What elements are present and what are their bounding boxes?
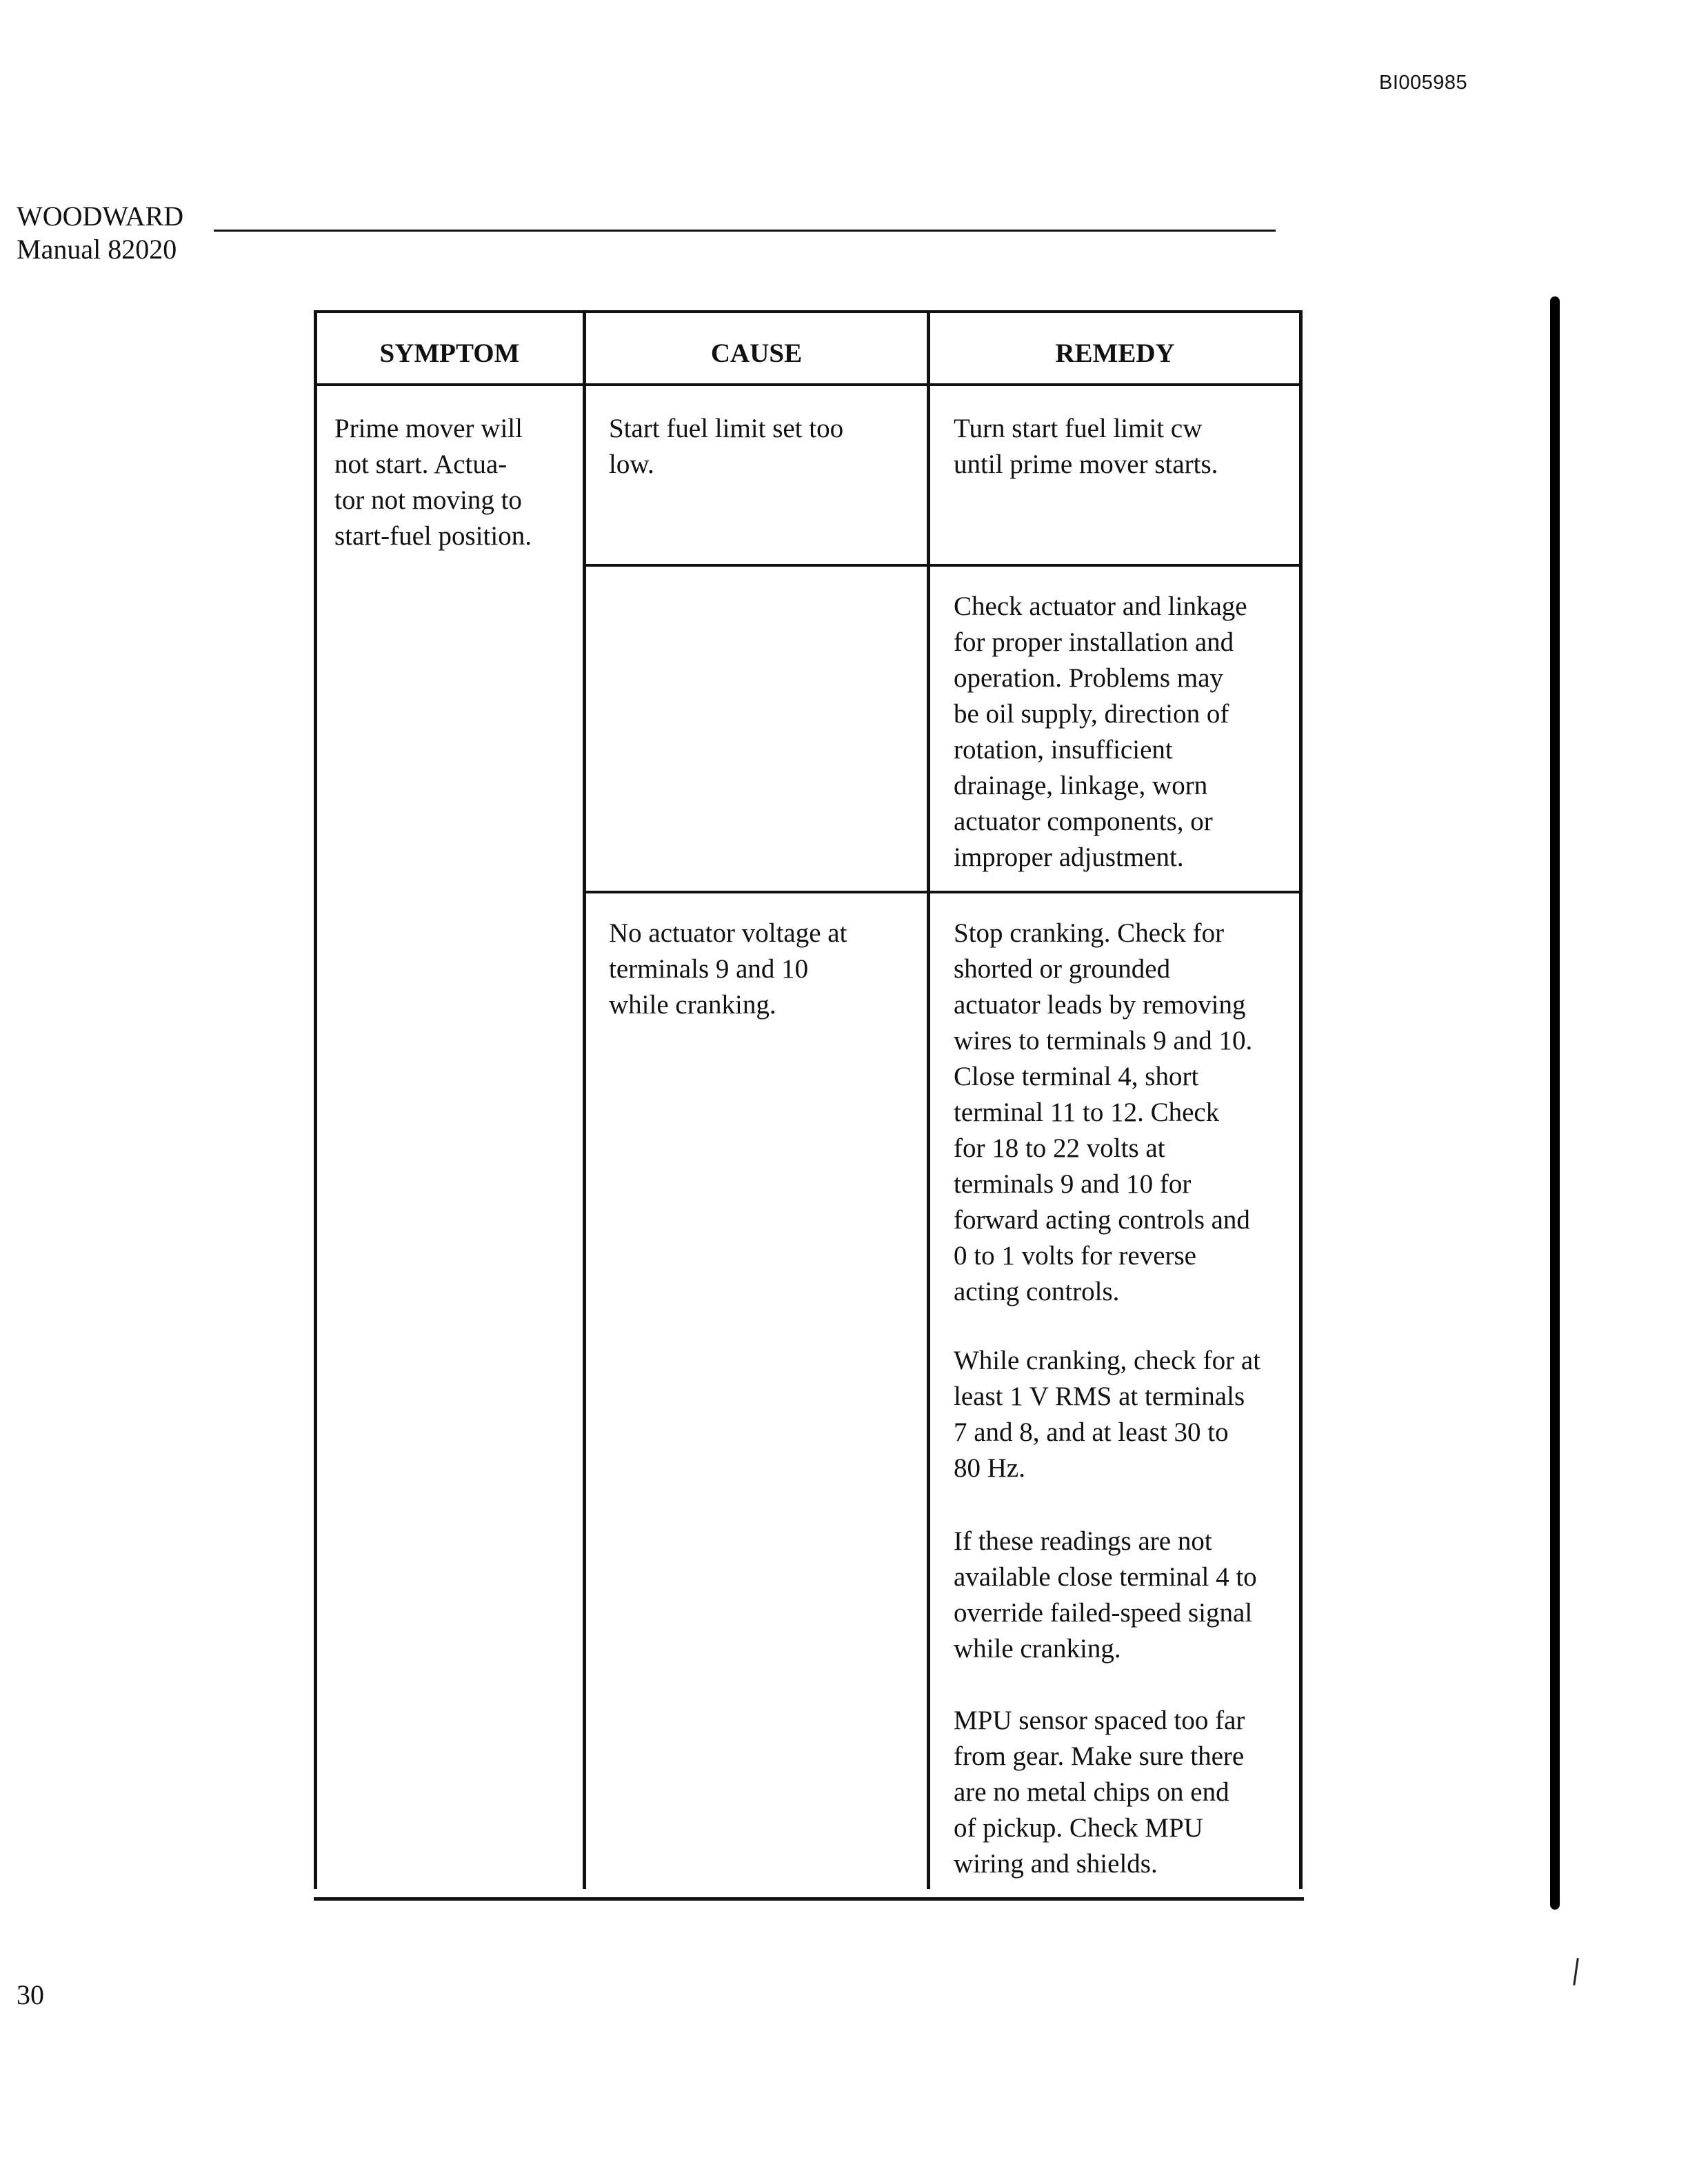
header-cause: CAUSE: [710, 338, 803, 368]
cause-cell-3: No actuator voltage at terminals 9 and 10 while cranking.: [609, 918, 847, 1020]
margin-change-bar: [1550, 296, 1560, 1910]
header-symptom: SYMPTOM: [379, 338, 520, 368]
row-separator-2: [583, 891, 1303, 893]
table-border-top: [314, 310, 1303, 313]
table-border-left: [314, 310, 317, 1889]
table-divider-symptom-cause: [583, 310, 586, 1889]
remedy-cell-2: Check actuator and linkage for proper installation and operation. Problems may be oil supply, direction of rotation, insufficient drainage, linkage, worn actuator components, or improper adjustment.: [954, 592, 1247, 872]
remedy-paragraph-1: Stop cranking. Check for shorted or grounded actuator leads by removing wires to terminals 9 and 10. Close terminal 4, short terminal 11 to 12. Check for 18 to 22 volts at terminals 9 and 10 for forward acting controls and 0 to 1 volts for reverse acting controls.: [954, 918, 1253, 1306]
table-divider-cause-remedy: [927, 310, 930, 1889]
troubleshooting-table: [314, 310, 1304, 1889]
header-separator: [314, 383, 1303, 386]
page-number: 30: [17, 1979, 44, 2010]
row-separator-1: [583, 564, 1303, 567]
manual-number: Manual 82020: [17, 234, 177, 265]
table-border-right: [1299, 310, 1303, 1889]
cause-cell-1: Start fuel limit set too low.: [609, 414, 844, 479]
margin-mark: [1573, 1958, 1579, 1985]
remedy-paragraph-4: MPU sensor spaced too far from gear. Make sure there are no metal chips on end of pickup. Check MPU wiring and shields.: [954, 1706, 1245, 1879]
header-rule: [214, 230, 1276, 232]
remedy-paragraph-3: If these readings are not available close terminal 4 to override failed-speed signal while cranking.: [954, 1526, 1257, 1664]
remedy-cell-1: Turn start fuel limit cw until prime mover starts.: [954, 414, 1218, 479]
header-remedy: REMEDY: [1055, 338, 1175, 368]
brand-name: WOODWARD: [17, 201, 184, 232]
remedy-paragraph-2: While cranking, check for at least 1 V RMS at terminals 7 and 8, and at least 30 to 80 Hz.: [954, 1346, 1261, 1483]
symptom-cell: Prime mover will not start. Actua- tor not moving to start-fuel position.: [334, 414, 532, 551]
manual-header: [17, 200, 183, 266]
document-id: BI005985: [1379, 72, 1468, 94]
table-bottom-rule: [314, 1897, 1304, 1901]
